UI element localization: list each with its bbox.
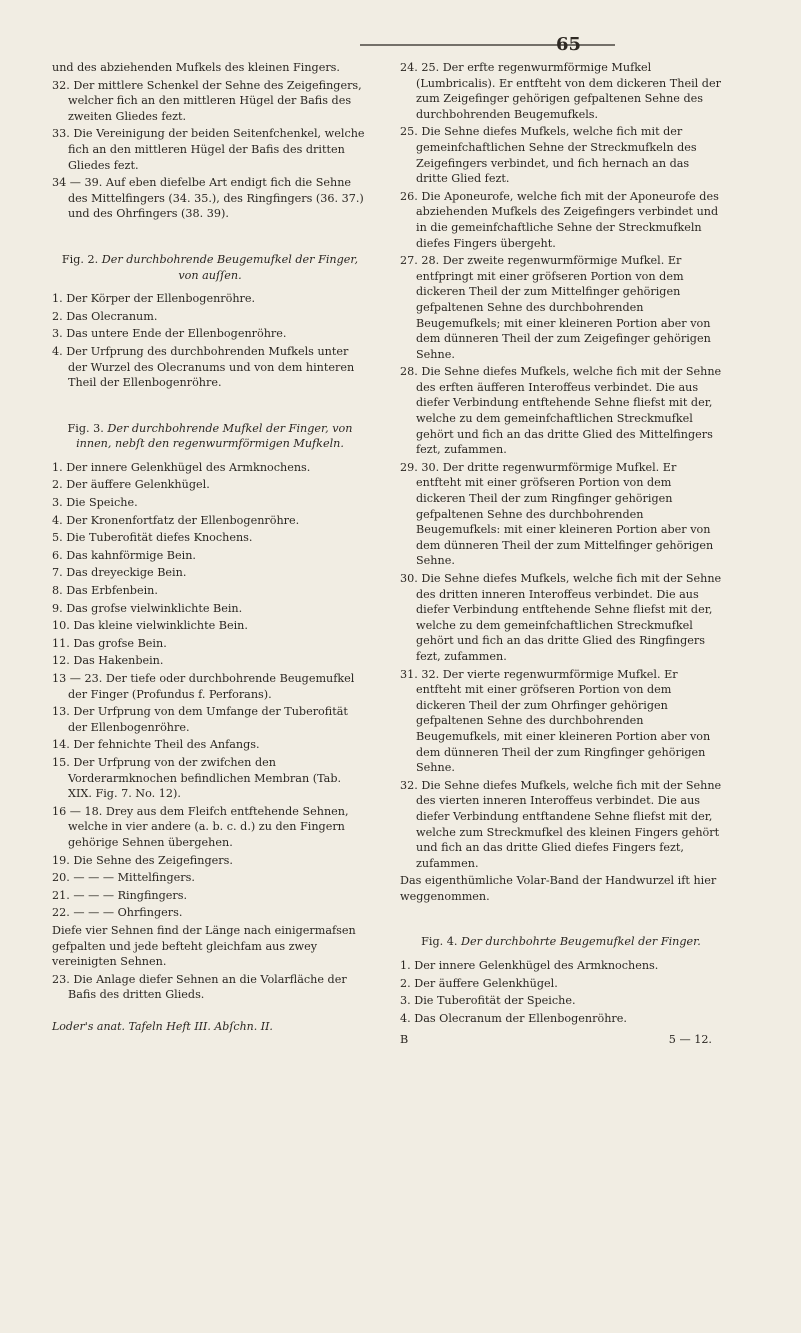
legend-entry: 12. Das Hakenbein. [52,654,164,668]
legend-entry: 31. 32. Der vierte regenwurmförmige Mufkel. Er entfteht mit einer gröfseren Portion von dem dickeren Theil der zum Ohrfinger gehörigen gefpaltenen Sehne des durchbohrenden Beugemufkels, mit einer kleineren Portion aber von dem dünneren Theil der zum Ringfinger gehörigen Sehne. [400,667,711,775]
legend-entry: 19. Die Sehne des Zeigefingers. [52,853,233,867]
legend-entry: 11. Das grofse Bein. [52,636,167,650]
legend-entry: 1. Der innere Gelenkhügel des Armknochens. [52,460,311,474]
legend-entry: 7. Das dreyeckige Bein. [52,566,187,580]
legend-entry: 34 — 39. Auf eben diefelbe Art endigt fich die Sehne des Mittelfingers (34. 35.), des Ringfingers (36. 37.) und des Ohrfingers (38. 39). [52,176,364,221]
legend-entry: 20. — — — Mittelfingers. [52,871,195,885]
legend-entry: 2. Der äuffere Gelenkhügel. [400,976,558,990]
legend-entry: 3. Die Speiche. [52,496,138,510]
page-footer [52,1019,368,1035]
legend-entry: 24. 25. Der erfte regenwurmförmige Mufkel (Lumbricalis). Er entfteht von dem dickeren Theil der zum Zeigefinger gehörigen gefpaltenen Sehne des durchbohrenden Beugemufkels. [400,61,721,121]
legend-entry: 3. Die Tuberofität der Speiche. [400,994,576,1008]
note-paragraph: Das eigenthümliche Volar-Band der Handwurzel ift hier weggenommen. [400,874,717,903]
figure-caption [52,421,368,452]
legend-entry: 15. Der Urfprung von der zwifchen den Vorderarmknochen befindlichen Membran (Tab. XIX. Fig. 7. No. 12). [52,755,342,801]
legend-entry: 5. Die Tuberofität diefes Knochens. [52,531,253,545]
figure-number: Fig. 4. [421,935,462,949]
figure-caption [400,934,722,950]
legend-entry: und des abziehenden Mufkels des kleinen Fingers. [52,61,340,74]
legend-entry: 13. Der Urfprung von dem Umfange der Tuberofität der Ellenbogenröhre. [52,705,348,734]
figure-title: Der durchbohrende Mufkel der Finger, von innen, nebſt den regenwurmförmigen Mufkeln. [76,421,353,451]
legend-entry: 33. Die Vereinigung der beiden Seitenfchenkel, welche fich an den mittleren Hügel der Bafis des dritten Gliedes fezt. [52,127,365,172]
continuation-range: 5 — 12. [668,1033,712,1047]
legend-entry: 29. 30. Der dritte regenwurmförmige Mufkel. Er entfteht mit einer gröfseren Portion von dem dickeren Theil der zum Ringfinger gehörigen gefpaltenen Sehne des durchbohrenden Beugemufkels: mit einer kleineren Portion aber von dem dünneren Theil der zum Mittelfinger gehörigen Sehne. [400,460,714,568]
legend-entry: 21. — — — Ringfingers. [52,888,188,902]
legend-entry: 2. Das Olecranum. [52,309,158,323]
legend-entry: 2. Der äuffere Gelenkhügel. [52,478,210,492]
signature-mark: B [400,1033,409,1047]
legend-entry: 23. Die Anlage diefer Sehnen an die Volarfläche der Bafis des dritten Glieds. [52,972,347,1002]
legend-entry: 8. Das Erbfenbein. [52,584,158,598]
figure-title: Der durchbohrende Beugemufkel der Finger, von auſſen. [101,252,359,282]
legend-entry: 3. Das untere Ende der Ellenbogenröhre. [52,327,287,341]
left-column [52,60,368,1034]
legend-entry: 32. Die Sehne diefes Mufkels, welche fich mit der Sehne des vierten inneren Interoffeus verbindet. Die aus diefer Verbindung entftandene Sehne fliefst mit der, welche zum Streckmufkel des kleinen Fingers gehört und fich an das dritte Glied diefes Fingers fezt, zufammen. [400,778,722,870]
note-paragraph: Diefe vier Sehnen find der Länge nach einigermafsen gefpalten und jede befteht gleichfam aus zwey vereinigten Sehnen. [52,923,356,969]
legend-entry: 4. Der Urfprung des durchbohrenden Mufkels unter der Wurzel des Olecranums und von dem hinteren Theil der Ellenbogenröhre. [52,344,355,390]
legend-entry: 1. Der innere Gelenkhügel des Armknochens. [400,959,659,973]
figure-caption [52,252,368,283]
legend-entry: 26. Die Aponeurofe, welche fich mit der Aponeurofe des abziehenden Mufkels des Zeigefingers verbindet und in die gemeinfchaftliche Sehne der Streckmufkeln diefes Fingers übergeht. [400,189,719,250]
legend-entry: 27. 28. Der zweite regenwurmförmige Mufkel. Er entfpringt mit einer gröfseren Portion von dem dickeren Theil der zum Mittelfinger gehörigen gefpaltenen Sehne des durchbohrenden Beugemufkels; mit einer kleineren Portion aber von dem dünneren Theil der zum Zeigefinger gehörigen Sehne. [400,254,711,361]
legend-entry: 9. Das grofse vielwinklichte Bein. [52,601,243,615]
legend-entry: 30. Die Sehne diefes Mufkels, welche fich mit der Sehne des dritten inneren Interoffeus verbindet. Die aus diefer Verbindung entftehende Sehne fliefst mit der, welche zu dem gemeinfchaftlichen Streckmufkel gehört und fich an das dritte Glied des Ringfingers fezt, zufammen. [400,572,722,663]
legend-entry: 10. Das kleine vielwinklichte Bein. [52,619,248,633]
legend-entry: 16 — 18. Drey aus dem Fleifch entftehende Sehnen, welche in vier andere (a. b. c. d.) zu den Fingern gehörige Sehnen übergehen. [52,804,349,849]
legend-entry: 1. Der Körper der Ellenbogenröhre. [52,292,256,306]
page-number: 65 [555,34,581,55]
signature-line [400,1032,722,1048]
legend-entry: 25. Die Sehne diefes Mufkels, welche fich mit der gemeinfchaftlichen Sehne der Streckmufkeln des Zeigefingers verbindet, und fich hernach an das dritte Glied fezt. [400,125,697,186]
legend-entry: 32. Der mittlere Schenkel der Sehne des Zeigefingers, welcher fich an den mittleren Hügel der Bafis des zweiten Gliedes fezt. [52,78,362,123]
legend-entry: 22. — — — Ohrfingers. [52,906,183,920]
legend-entry: 6. Das kahnförmige Bein. [52,548,196,562]
footer-reference: Loder's anat. Tafeln Heft III. Abſchn. II. [52,1019,273,1033]
legend-entry: 28. Die Sehne diefes Mufkels, welche fich mit der Sehne des erften äufferen Interoffeus verbindet. Die aus diefer Verbindung entftehende Sehne fliefst mit der, welche zu dem gemeinfchaftlichen Streckmufkel gehört und fich an das dritte Glied des Mittelfingers fezt, zufammen. [400,365,722,457]
right-column [400,60,722,1048]
figure-number: Fig. 2. [61,252,102,266]
legend-entry: 4. Der Kronenfortfatz der Ellenbogenröhre. [52,513,300,527]
figure-title: Der durchbohrte Beugemufkel der Finger. [461,935,701,949]
legend-entry: 14. Der fehnichte Theil des Anfangs. [52,738,260,752]
figure-number: Fig. 3. [67,421,108,435]
legend-entry: 4. Das Olecranum der Ellenbogenröhre. [400,1011,627,1025]
legend-entry: 13 — 23. Der tiefe oder durchbohrende Beugemufkel der Finger (Profundus f. Perforans). [52,672,355,701]
